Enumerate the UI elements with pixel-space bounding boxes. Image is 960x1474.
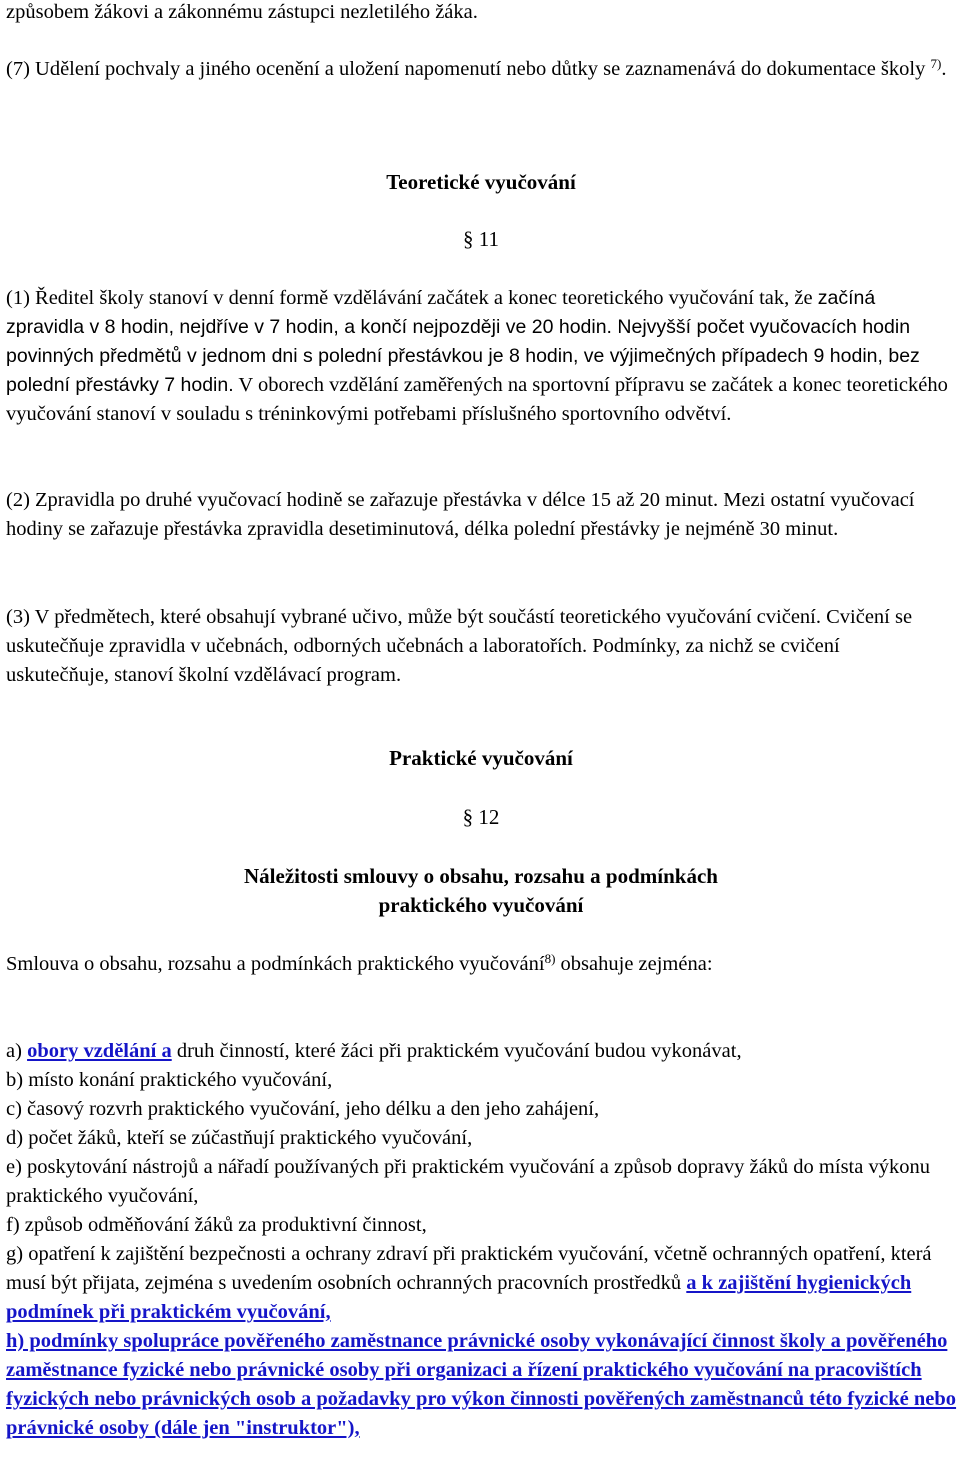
- paragraph-7-text: (7) Udělení pochvaly a jiného ocenění a uložení napomenutí nebo důtky se zaznamenává do dokumentace školy: [6, 58, 926, 80]
- theory-paragraph-1-b: začíná zpravidla v 8 hodin, nejdříve v 7 hodin, a končí nejpozději ve 20 hodin. Nejvyšší počet vyučovacích hodin povinných předmětů v jednom dni s polední přestávkou je 8 hodin, ve výjimečných případech 9 hodin, bez polední přestávky 7 hodin.: [6, 287, 920, 396]
- list-item-f: f) způsob odměňování žáků za produktivní činnost,: [6, 1214, 427, 1236]
- footnote-ref-7: 7): [930, 56, 942, 71]
- section-heading-practice: Praktické vyučování: [389, 746, 573, 770]
- subheading-line-1: Náležitosti smlouvy o obsahu, rozsahu a podmínkách: [244, 864, 718, 888]
- item-a-prefix: a): [6, 1040, 28, 1062]
- section-mark-12: § 12: [462, 805, 500, 829]
- list-item-c: c) časový rozvrh praktického vyučování, jeho délku a den jeho zahájení,: [6, 1098, 600, 1120]
- list-item-e: e) poskytování nástrojů a nářadí používaných při praktickém vyučování a způsob dopravy žáků do místa výkonu praktického vyučování,: [6, 1156, 930, 1207]
- list-item-g: [6, 1240, 936, 1327]
- paragraph-7: [6, 55, 951, 84]
- theory-paragraph-2: (2) Zpravidla po druhé vyučovací hodině se zařazuje přestávka v délce 15 až 20 minut. Mezi ostatní vyučovací hodiny se zařazuje přestávka zpravidla desetiminutová, délka polední přestávky je nejméně 30 minut.: [6, 489, 915, 540]
- theory-paragraph-3: (3) V předmětech, které obsahují vybrané učivo, může být součástí teoretického vyučování cvičení. Cvičení se uskutečňuje zpravidla v učebnách, odborných učebnách a laboratořích. Podmínky, za nichž se cvičení uskutečňuje, stanoví školní vzdělávací program.: [6, 606, 913, 686]
- intro-line: způsobem žákovi a zákonnému zástupci nezletilého žáka.: [6, 1, 478, 23]
- section-heading-theory: Teoretické vyučování: [386, 170, 576, 194]
- list-item-d: d) počet žáků, kteří se zúčastňují praktického vyučování,: [6, 1127, 473, 1149]
- list-item-h: [6, 1327, 958, 1443]
- item-g-text: g) opatření k zajištění bezpečnosti a ochrany zdraví při praktickém vyučování, včetně ochranných opatření, která musí být přijata, zejména s uvedením osobních ochranných pracovních prostředků: [6, 1243, 932, 1294]
- contract-items-list: [6, 1037, 958, 1443]
- section-mark-11: § 11: [463, 227, 499, 251]
- item-h-link[interactable]: h) podmínky spolupráce pověřeného zaměstnance právnické osoby vykonávající činnost školy a pověřeného zaměstnance fyzické nebo právnické osoby při organizaci a řízení praktického vyučování na pracovištích fyzických nebo právnických osob a požadavky pro výkon činnosti pověřených zaměstnanců této fyzické nebo právnické osoby (dále jen "instruktor"),: [6, 1330, 957, 1439]
- contract-intro-text: Smlouva o obsahu, rozsahu a podmínkách praktického vyučování: [6, 953, 545, 975]
- theory-paragraph-1-a: (1) Ředitel školy stanoví v denní formě vzdělávání začátek a konec teoretického vyučování tak, že: [6, 287, 813, 309]
- contract-intro: [6, 950, 956, 979]
- contract-intro-end: obsahuje zejména:: [555, 953, 713, 975]
- item-a-link[interactable]: obory vzdělání a: [27, 1040, 172, 1062]
- item-a-rest: druh činností, které žáci při praktickém vyučování budou vykonávat,: [171, 1040, 742, 1062]
- paragraph-7-end: .: [941, 58, 947, 80]
- subheading-line-2: praktického vyučování: [378, 893, 584, 917]
- theory-paragraph-1: [6, 284, 958, 429]
- list-item-b: b) místo konání praktického vyučování,: [6, 1069, 333, 1091]
- theory-paragraph-1-c: V oborech vzdělání zaměřených na sportovní přípravu se začátek a konec teoretického vyučování stanoví v souladu s tréninkovými potřebami příslušného sportovního odvětví.: [6, 374, 948, 425]
- footnote-ref-8: 8): [544, 951, 556, 966]
- item-g-link[interactable]: a k zajištění hygienických podmínek při praktickém vyučování,: [6, 1272, 912, 1323]
- list-item-a: [6, 1037, 958, 1066]
- subheading: [6, 862, 956, 920]
